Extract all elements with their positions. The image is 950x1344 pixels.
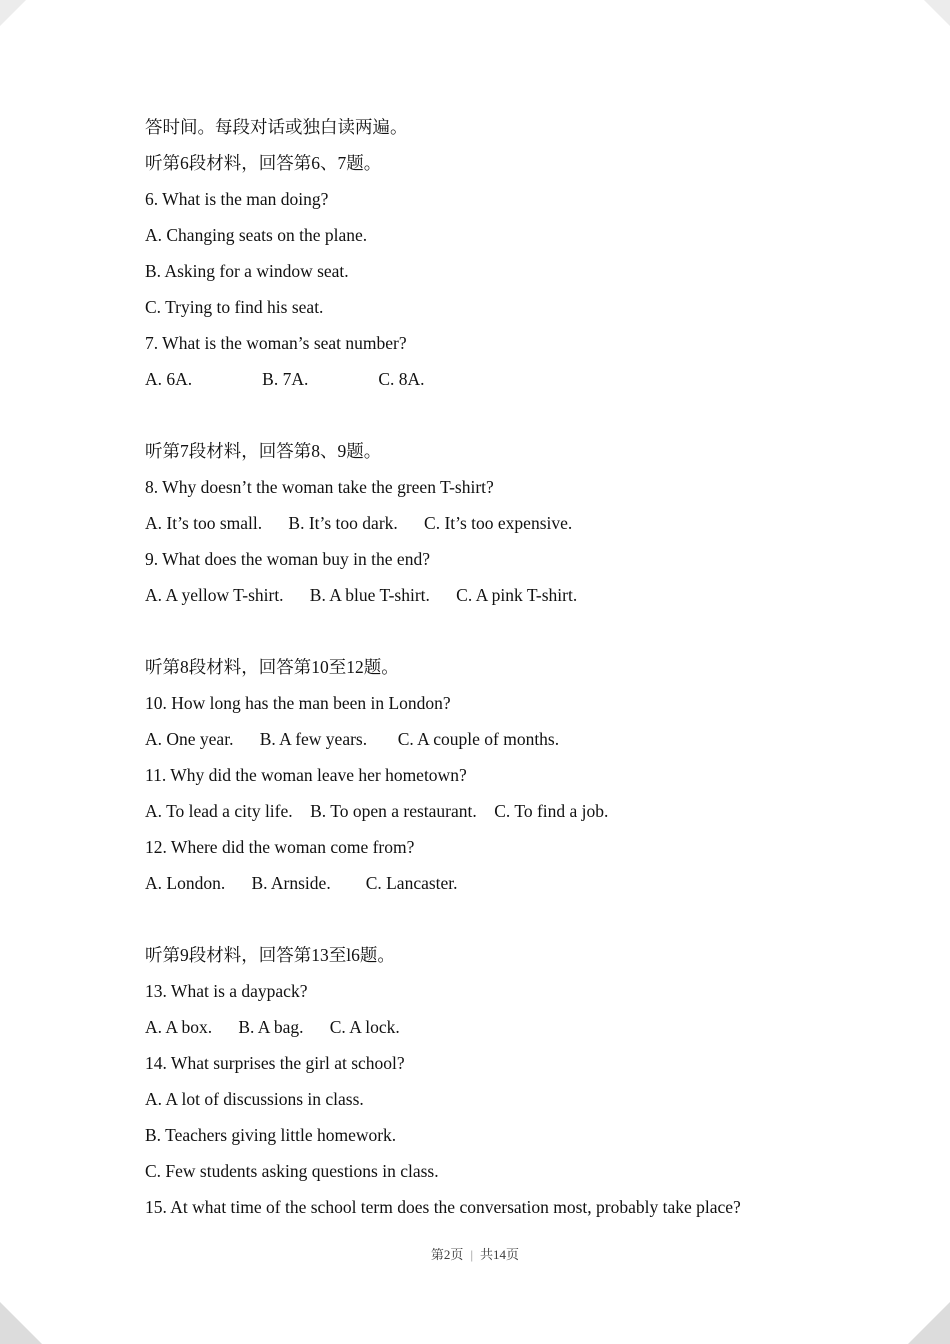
document-line-question: 14. What surprises the girl at school? xyxy=(145,1053,405,1073)
document-line-section-header: 听第8段材料，回答第10至12题。 xyxy=(145,657,399,677)
document-line-question: 15. At what time of the school term does the conversation most, probably take place? xyxy=(145,1197,741,1217)
document-line-question: 10. How long has the man been in London? xyxy=(145,693,451,713)
page-corner-decoration xyxy=(924,0,950,26)
page-corner-decoration xyxy=(0,1302,42,1344)
document-line-section-header: 听第9段材料，回答第13至l6题。 xyxy=(145,945,395,965)
page-corner-decoration xyxy=(908,1302,950,1344)
footer-separator: | xyxy=(470,1247,474,1262)
document-line-option: A. Changing seats on the plane. xyxy=(145,225,368,245)
document-line-question: 11. Why did the woman leave her hometown? xyxy=(145,765,467,785)
page-footer xyxy=(0,1244,950,1263)
document-line-section-header: 听第7段材料，回答第8、9题。 xyxy=(145,441,382,461)
document-line-option-row: A. It’s too small. B. It’s too dark. C. It’s too expensive. xyxy=(145,513,573,533)
document-line-blank xyxy=(145,613,845,649)
document-line-blank xyxy=(145,397,845,433)
document-content xyxy=(145,109,845,1225)
document-line-section-header: 听第6段材料，回答第6、7题。 xyxy=(145,153,382,173)
document-line-option-row: A. 6A. B. 7A. C. 8A. xyxy=(145,369,425,389)
document-line-question: 7. What is the woman’s seat number? xyxy=(145,333,407,353)
document-line-option-row: A. One year. B. A few years. C. A couple of months. xyxy=(145,729,560,749)
footer-total-pages: 共14页 xyxy=(480,1247,520,1262)
footer-page-number: 第2页 xyxy=(430,1247,464,1262)
document-line-option: B. Teachers giving little homework. xyxy=(145,1125,397,1145)
page-corner-decoration xyxy=(0,0,26,26)
document-line-option-row: A. A yellow T-shirt. B. A blue T-shirt. C. A pink T-shirt. xyxy=(145,585,578,605)
document-line-option: A. A lot of discussions in class. xyxy=(145,1089,364,1109)
document-line-question: 9. What does the woman buy in the end? xyxy=(145,549,430,569)
document-line-question: 8. Why doesn’t the woman take the green T-shirt? xyxy=(145,477,494,497)
document-line-option: C. Trying to find his seat. xyxy=(145,297,324,317)
document-line-question: 12. Where did the woman come from? xyxy=(145,837,415,857)
document-line-option: B. Asking for a window seat. xyxy=(145,261,349,281)
document-line-question: 6. What is the man doing? xyxy=(145,189,329,209)
document-line-option-row: A. A box. B. A bag. C. A lock. xyxy=(145,1017,400,1037)
document-line-question: 13. What is a daypack? xyxy=(145,981,308,1001)
document-line-option: C. Few students asking questions in class. xyxy=(145,1161,439,1181)
document-line-option-row: A. To lead a city life. B. To open a restaurant. C. To find a job. xyxy=(145,801,609,821)
document-line-paragraph: 答时间。每段对话或独白读两遍。 xyxy=(145,117,408,137)
document-line-blank xyxy=(145,901,845,937)
document-line-option-row: A. London. B. Arnside. C. Lancaster. xyxy=(145,873,458,893)
